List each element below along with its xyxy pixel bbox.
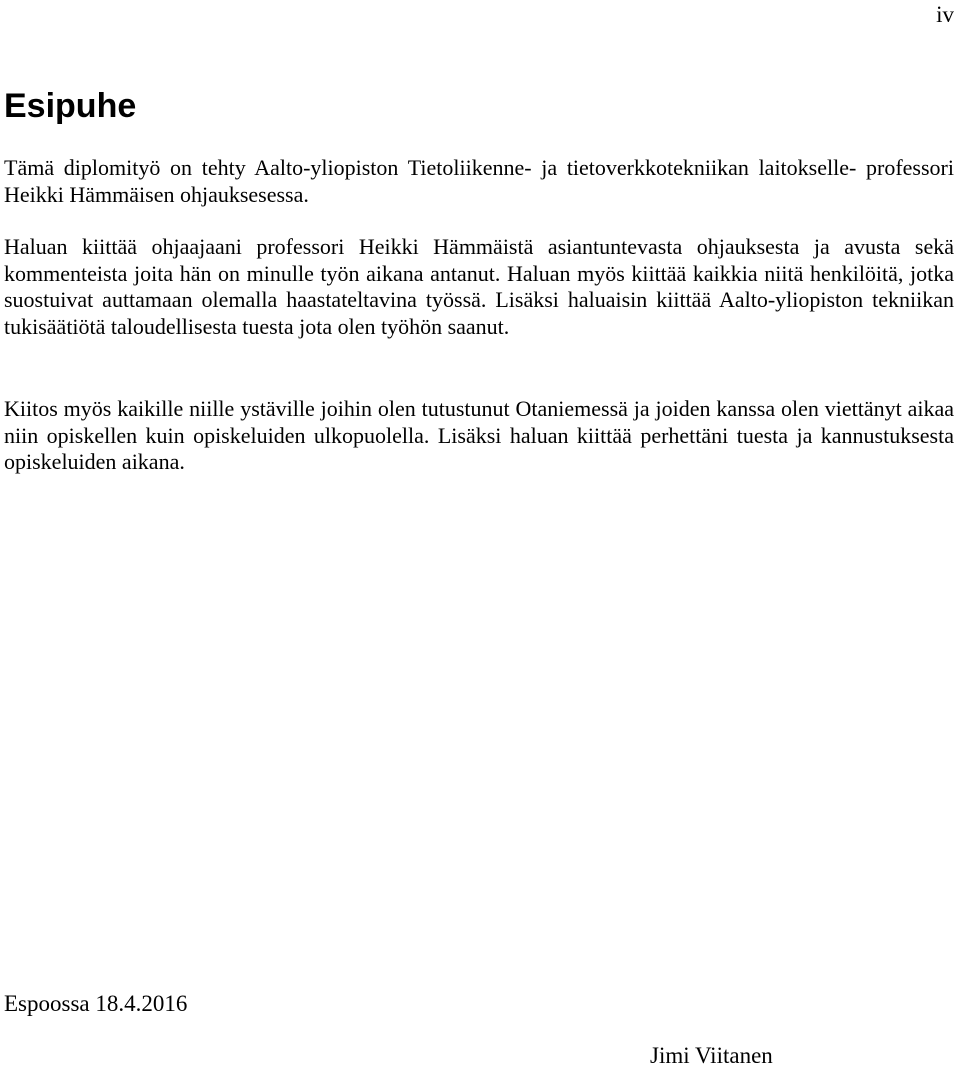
page-number: iv: [936, 2, 954, 27]
paragraph-thanks-friends-family: Kiitos myös kaikille niille ystäville joihin olen tutustunut Otaniemessä ja joiden kanssa olen viettänyt aikaa niin opiskellen kuin opiskeluiden ulkopuolella. Lisäksi haluan kiittää perhettäni tuesta ja kannustuksesta opiskeluiden aikana.: [4, 396, 954, 474]
place-and-date: Espoossa 18.4.2016: [4, 991, 188, 1016]
paragraph-intro: Tämä diplomityö on tehty Aalto-yliopiston Tietoliikenne- ja tietoverkkotekniikan laitokselle- professori Heikki Hämmäisen ohjauksesessa.: [4, 155, 954, 207]
author-signature: Jimi Viitanen: [650, 1043, 773, 1068]
paragraph-acknowledgements: Haluan kiittää ohjaajaani professori Heikki Hämmäistä asiantuntevasta ohjauksesta ja avusta sekä kommenteista joita hän on minulle työn aikana antanut. Haluan myös kiittää kaikkia niitä henkilöitä, jotka suostuivat auttamaan olemalla haastateltavina työssä. Lisäksi haluaisin kiittää Aalto-yliopiston tekniikan tukisäätiötä taloudellisesta tuesta jota olen työhön saanut.: [4, 234, 954, 339]
page-title: Esipuhe: [4, 87, 137, 125]
